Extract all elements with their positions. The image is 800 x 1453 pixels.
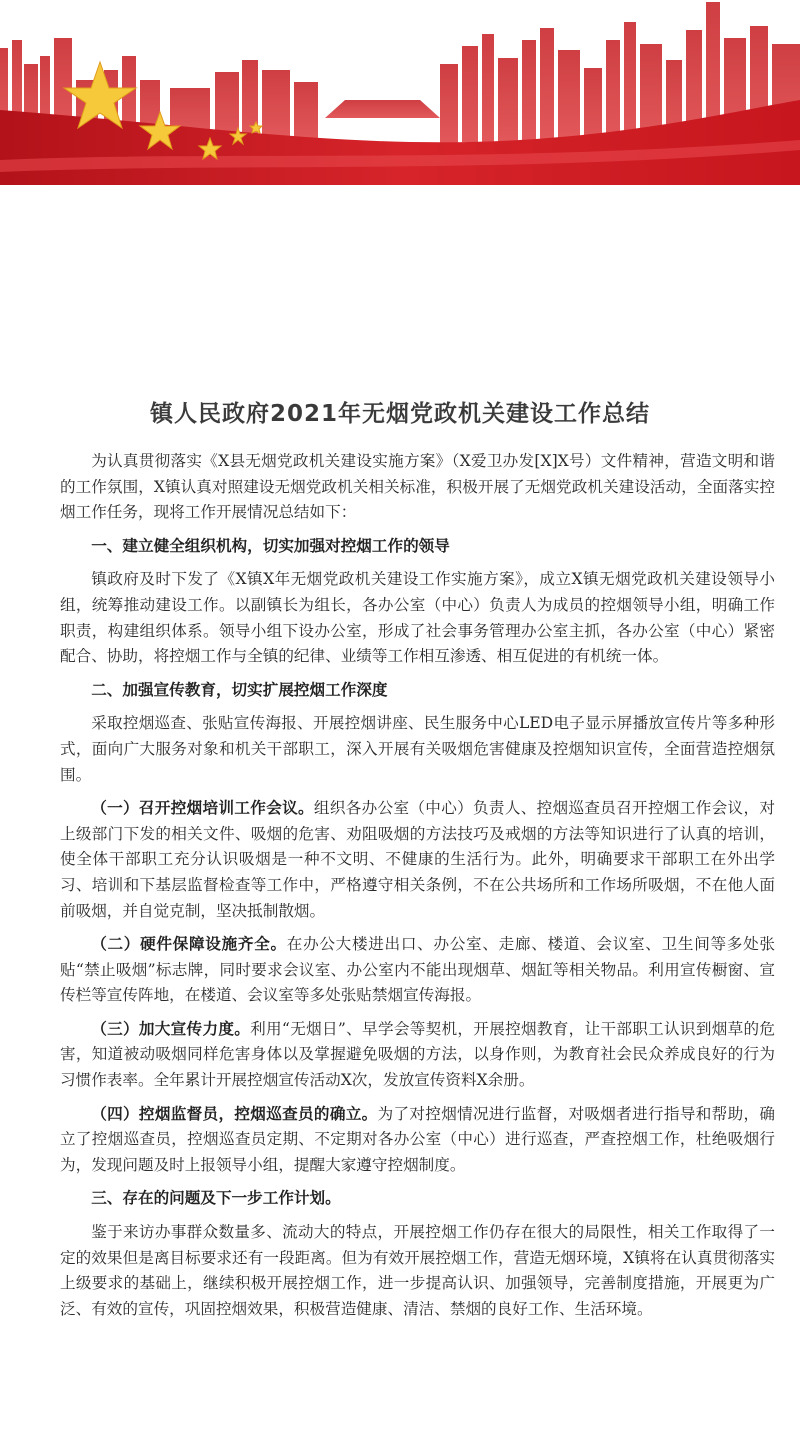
subsection-1-lead: （一）召开控烟培训工作会议。 (91, 799, 314, 818)
subsection-4-text: 为了对控烟情况进行监督，对吸烟者进行指导和帮助，确立了控烟巡查员，控烟巡查员定期、不定期对各办公室（中心）进行巡查，严查控烟工作，杜绝吸烟行为，发现问题及时上报领导小组，提醒大家遵守控烟制度。 (60, 1104, 775, 1174)
intro-paragraph: 为认真贯彻落实《X县无烟党政机关建设实施方案》（X爱卫办发[X]X号）文件精神，营造文明和谐的工作氛围，X镇认真对照建设无烟党政机关相关标准，积极开展了无烟党政机关建设活动，全面落实控烟工作任务，现将工作开展情况总结如下： (60, 452, 775, 522)
header-banner (0, 0, 800, 185)
section-3-paragraph: 鉴于来访办事群众数量多、流动大的特点，开展控烟工作仍存在很大的局限性，相关工作取得了一定的效果但是离目标要求还有一段距离。但为有效开展控烟工作，营造无烟环境，X镇将在认真贯彻落实上级要求的基础上，继续积极开展控烟工作，进一步提高认识、加强领导，完善制度措施，开展更为广泛、有效的宣传，巩固控烟效果，积极营造健康、清洁、禁烟的良好工作、生活环境。 (60, 1223, 775, 1318)
document-title: 镇人民政府2021年无烟党政机关建设工作总结 (149, 401, 650, 427)
subsection-2-paragraph (60, 932, 775, 1009)
section-heading-1: 一、建立健全组织机构，切实加强对控烟工作的领导 (91, 536, 450, 555)
subsection-1-text: 组织各办公室（中心）负责人、控烟巡查员召开控烟工作会议，对上级部门下发的相关文件、吸烟的危害、劝阻吸烟的方法技巧及戒烟的方法等知识进行了认真的培训，使全体干部职工充分认识吸烟是一种不文明、不健康的生活行为。此外，明确要求干部职工在外出学习、培训和下基层监督检查等工作中，严格遵守相关条例，不在公共场所和工作场所吸烟，不在他人面前吸烟，并自觉克制，坚决抵制散烟。 (60, 799, 775, 920)
subsection-4-paragraph (60, 1102, 775, 1179)
subsection-3-paragraph (60, 1017, 775, 1094)
subsection-2-text: 在办公大楼进出口、办公室、走廊、楼道、会议室、卫生间等多处张贴“禁止吸烟”标志牌，同时要求会议室、办公室内不能出现烟草、烟缸等相关物品。利用宣传橱窗、宣传栏等宣传阵地，在楼道、会议室等多处张贴禁烟宣传海报。 (60, 935, 775, 1005)
document-body (60, 449, 775, 1330)
subsection-1-paragraph (60, 796, 775, 924)
section-heading-3: 三、存在的问题及下一步工作计划。 (91, 1189, 341, 1208)
section-2-paragraph: 采取控烟巡查、张贴宣传海报、开展控烟讲座、民生服务中心LED电子显示屏播放宣传片等多种形式，面向广大服务对象和机关干部职工，深入开展有关吸烟危害健康及控烟知识宣传，全面营造控烟氛围。 (60, 714, 775, 784)
subsection-3-lead: （三）加大宣传力度。 (91, 1019, 251, 1038)
subsection-4-lead: （四）控烟监督员，控烟巡查员的确立。 (91, 1104, 378, 1123)
section-1-paragraph: 镇政府及时下发了《X镇X年无烟党政机关建设工作实施方案》，成立X镇无烟党政机关建设领导小组，统筹推动建设工作。以副镇长为组长，各办公室（中心）负责人为成员的控烟领导小组，明确工作职责，构建组织体系。领导小组下设办公室，形成了社会事务管理办公室主抓，各办公室（中心）紧密配合、协助，将控烟工作与全镇的纪律、业绩等工作相互渗透、相互促进的有机统一体。 (60, 570, 775, 666)
subsection-2-lead: （二）硬件保障设施齐全。 (91, 935, 287, 954)
subsection-3-text: 利用“无烟日”、早学会等契机，开展控烟教育，让干部职工认识到烟草的危害，知道被动吸烟同样危害身体以及掌握避免吸烟的方法，以身作则，为教育社会民众养成良好的行为习惯作表率。全年累计开展控烟宣传活动X次，发放宣传资料X余册。 (60, 1019, 775, 1090)
section-heading-2: 二、加强宣传教育，切实扩展控烟工作深度 (91, 680, 388, 699)
